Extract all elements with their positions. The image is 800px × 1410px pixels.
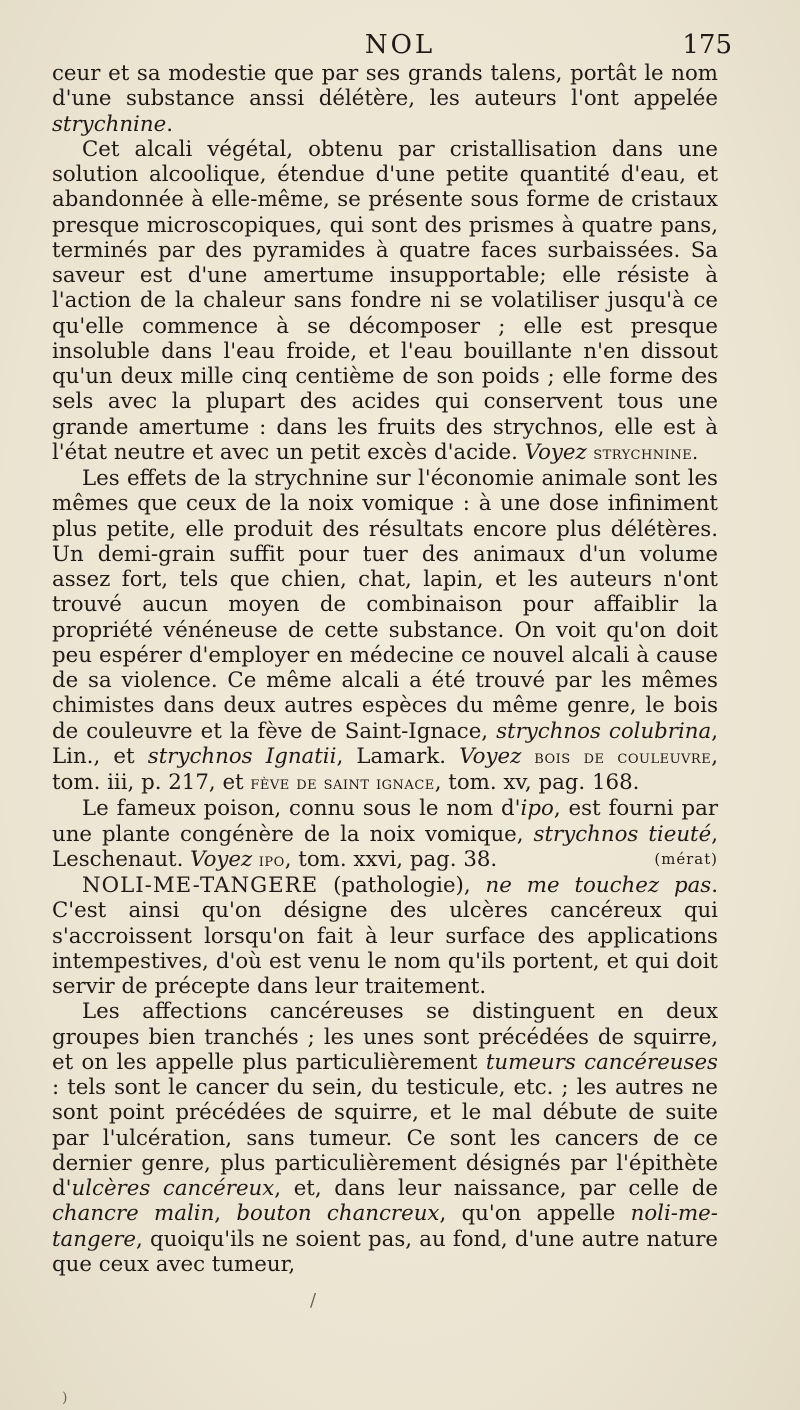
text-run: : tels sont le cancer du sein, du testicule, etc. ; les autres ne sont point précédées de squirre, et le mal débute de suite par l'ulcération, sans tumeur. Ce sont les cancers de ce dernier genre, plus particulièrement désignés par l'épithète d'	[52, 1075, 718, 1201]
text-run: Le fameux poison, connu sous le nom d'	[82, 796, 521, 822]
term-strychnine: strychnine	[52, 111, 167, 137]
body-text	[52, 61, 718, 1277]
cross-reference: strychnine.	[586, 442, 699, 464]
author-signature: (mérat)	[654, 849, 718, 868]
text-run: , Lin., et	[52, 718, 718, 769]
text-run: , Lamark.	[336, 743, 460, 769]
cross-reference: fève de saint ignace	[250, 773, 435, 794]
term-ipo: ipo	[520, 796, 554, 822]
entry-headword: NOLI-ME-TANGERE	[82, 873, 319, 898]
running-head: NOL	[364, 30, 436, 60]
term: chancre malin	[52, 1201, 215, 1227]
term: ulcères cancéreux	[71, 1176, 275, 1201]
paragraph-alkali-description	[52, 137, 718, 466]
text-run: , tom. xxvi, pag. 38.	[284, 846, 498, 872]
translation: ne me touchez pas	[485, 873, 712, 898]
voyez-label: Voyez	[190, 846, 253, 872]
text-run: Les affections cancéreuses se distinguent en deux groupes bien tranchés ; les unes sont précédées de squirre, et on les appelle plus particulièrement	[52, 999, 718, 1075]
text-run: , qu'on appelle	[439, 1201, 631, 1227]
paragraph-ipo	[52, 796, 718, 873]
text-run: (pathologie),	[318, 873, 486, 898]
text-run: .	[166, 111, 173, 137]
text-run: ,	[214, 1201, 237, 1227]
term: tumeurs cancéreuses	[485, 1049, 718, 1075]
cross-reference: bois de couleuvre	[521, 746, 712, 768]
text-run: , tom. iii, p. 217, et	[52, 743, 718, 795]
species-name: strychnos colubrina	[496, 718, 712, 744]
species-name: strychnos tieuté	[533, 821, 712, 847]
term: noli-me-tangere	[52, 1201, 718, 1252]
text-run: , tom. xv, pag. 168.	[434, 770, 640, 795]
text-run: . C'est ainsi qu'on désigne des ulcères cancéreux qui s'accroissent lorsqu'on fait à leur surface des applications intempestives, d'où est venu le nom qu'ils portent, et qui doit servir de précepte dans leur traitement.	[52, 873, 718, 999]
paragraph-effects	[52, 466, 718, 796]
text-run: , et, dans leur naissance, par celle de	[274, 1176, 718, 1201]
term: bouton chancreux	[236, 1201, 440, 1227]
page-number: 175	[682, 30, 732, 60]
text-run: , est fourni par une plante congénère de la noix vomique,	[52, 796, 719, 847]
voyez-label: Voyez	[459, 743, 522, 769]
text-run: Les effets de la strychnine sur l'économie animale sont les mêmes que ceux de la noix vomique : à une dose infiniment plus petite, elle produit des résultats encore plus délétères. Un demi-grain suffit pour tuer des animaux d'un volume assez fort, tels que chien, chat, lapin, et les auteurs n'ont trouvé aucun moyen de combinaison pour affaiblir la propriété vénéneuse de cette substance. On voit qu'on doit peu espérer d'employer en médecine ce nouvel alcali à cause de sa violence. Ce même alcali a été trouvé par les mêmes chimistes dans deux autres espèces du même genre, le bois de couleuvre et la fève de Saint-Ignace,	[52, 466, 718, 744]
ink-speck: /	[310, 1290, 317, 1311]
text-run: Cet alcali végétal, obtenu par cristallisation dans une solution alcoolique, étendue d'une petite quantité d'eau, et abandonnée à elle-même, se présente sous forme de cristaux presque microscopiques, qui sont des prismes à quatre pans, terminés par des pyramides à quatre faces surbaissées. Sa saveur est d'une amertume insupportable; elle résiste à l'action de la chaleur sans fondre ni se volatiliser jusqu'à ce qu'elle commence à se décomposer ; elle est presque insoluble dans l'eau froide, et l'eau bouillante n'en dissout qu'un deux mille cinq centième de son poids ; elle forme des sels avec la plupart des acides qui conservent tous une grande amertume : dans les fruits des strychnos, elle est à l'état neutre et avec un petit excès d'acide.	[52, 136, 718, 465]
text-run: , quoiqu'ils ne soient pas, au fond, d'une autre nature que ceux avec tumeur,	[52, 1226, 718, 1277]
ink-speck: )	[62, 1390, 68, 1406]
paragraph-continuation	[52, 61, 718, 137]
text-run: ceur et sa modestie que par ses grands talens, portât le nom d'une substance anssi délétère, les auteurs l'ont appelée	[52, 61, 718, 112]
cross-reference: ipo	[252, 849, 285, 871]
voyez-label: Voyez	[524, 439, 587, 465]
paragraph-cancerous-affections	[52, 999, 718, 1277]
paragraph-noli-me-tangere	[52, 873, 718, 999]
species-name: strychnos Ignatii	[147, 743, 337, 769]
text-run: , Leschenaut.	[52, 821, 718, 872]
